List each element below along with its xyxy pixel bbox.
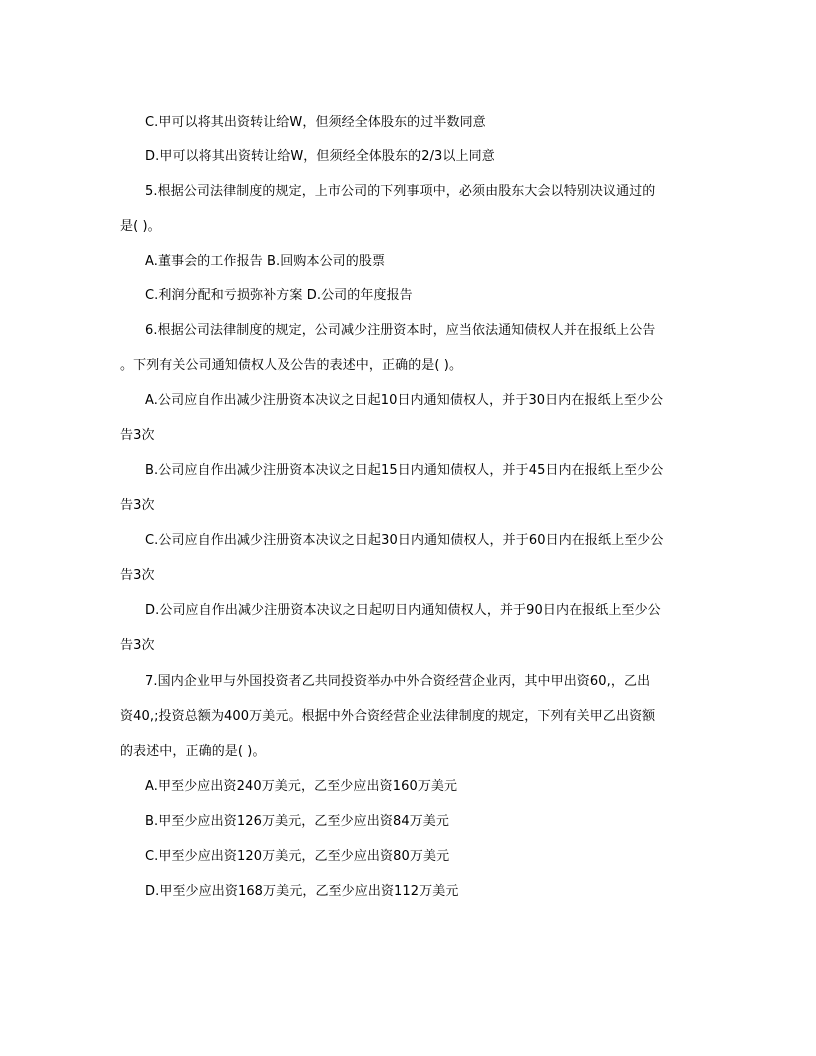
question-7-option-a: A.甲至少应出资240万美元，乙至少应出资160万美元 (145, 779, 458, 794)
question-7-text-cont-1: 资40,;投资总额为400万美元。根据中外合资经营企业法律制度的规定，下列有关甲乙出资额 (120, 709, 656, 724)
question-6-text-cont: 。下列有关公司通知债权人及公告的表述中，正确的是( )。 (120, 358, 463, 373)
option-c-line: C.甲可以将其出资转让给W，但须经全体股东的过半数同意 (145, 115, 486, 130)
question-5-text: 5.根据公司法律制度的规定，上市公司的下列事项中，必须由股东大会以特别决议通过的 (145, 184, 656, 199)
question-6-text: 6.根据公司法律制度的规定，公司减少注册资本时，应当依法通知债权人并在报纸上公告 (145, 323, 656, 338)
question-6-option-a: A.公司应自作出减少注册资本决议之日起10日内通知债权人，并于30日内在报纸上至少公 (145, 393, 664, 408)
question-7-option-c: C.甲至少应出资120万美元，乙至少应出资80万美元 (145, 849, 450, 864)
question-6-option-b-cont: 告3次 (120, 498, 155, 513)
question-6-option-d: D.公司应自作出减少注册资本决议之日起叨日内通知债权人，并于90日内在报纸上至少公 (145, 603, 661, 618)
question-6-option-c: C.公司应自作出减少注册资本决议之日起30日内通知债权人，并于60日内在报纸上至少公 (145, 533, 664, 548)
question-5-options-cd: C.利润分配和亏损弥补方案 D.公司的年度报告 (145, 288, 413, 303)
option-d-line: D.甲可以将其出资转让给W，但须经全体股东的2/3以上同意 (145, 149, 495, 164)
question-7-text-cont-2: 的表述中，正确的是( )。 (120, 744, 266, 759)
question-5-text-cont: 是( )。 (120, 219, 161, 234)
question-7-option-d: D.甲至少应出资168万美元，乙至少应出资112万美元 (145, 884, 459, 899)
question-7-text: 7.国内企业甲与外国投资者乙共同投资举办中外合资经营企业丙，其中甲出资60,，乙出 (145, 674, 651, 689)
question-6-option-c-cont: 告3次 (120, 568, 155, 583)
question-6-option-b: B.公司应自作出减少注册资本决议之日起15日内通知债权人，并于45日内在报纸上至少公 (145, 463, 664, 478)
question-6-option-a-cont: 告3次 (120, 428, 155, 443)
question-6-option-d-cont: 告3次 (120, 638, 155, 653)
question-7-option-b: B.甲至少应出资126万美元，乙至少应出资84万美元 (145, 814, 450, 829)
question-5-options-ab: A.董事会的工作报告 B.回购本公司的股票 (145, 254, 386, 269)
